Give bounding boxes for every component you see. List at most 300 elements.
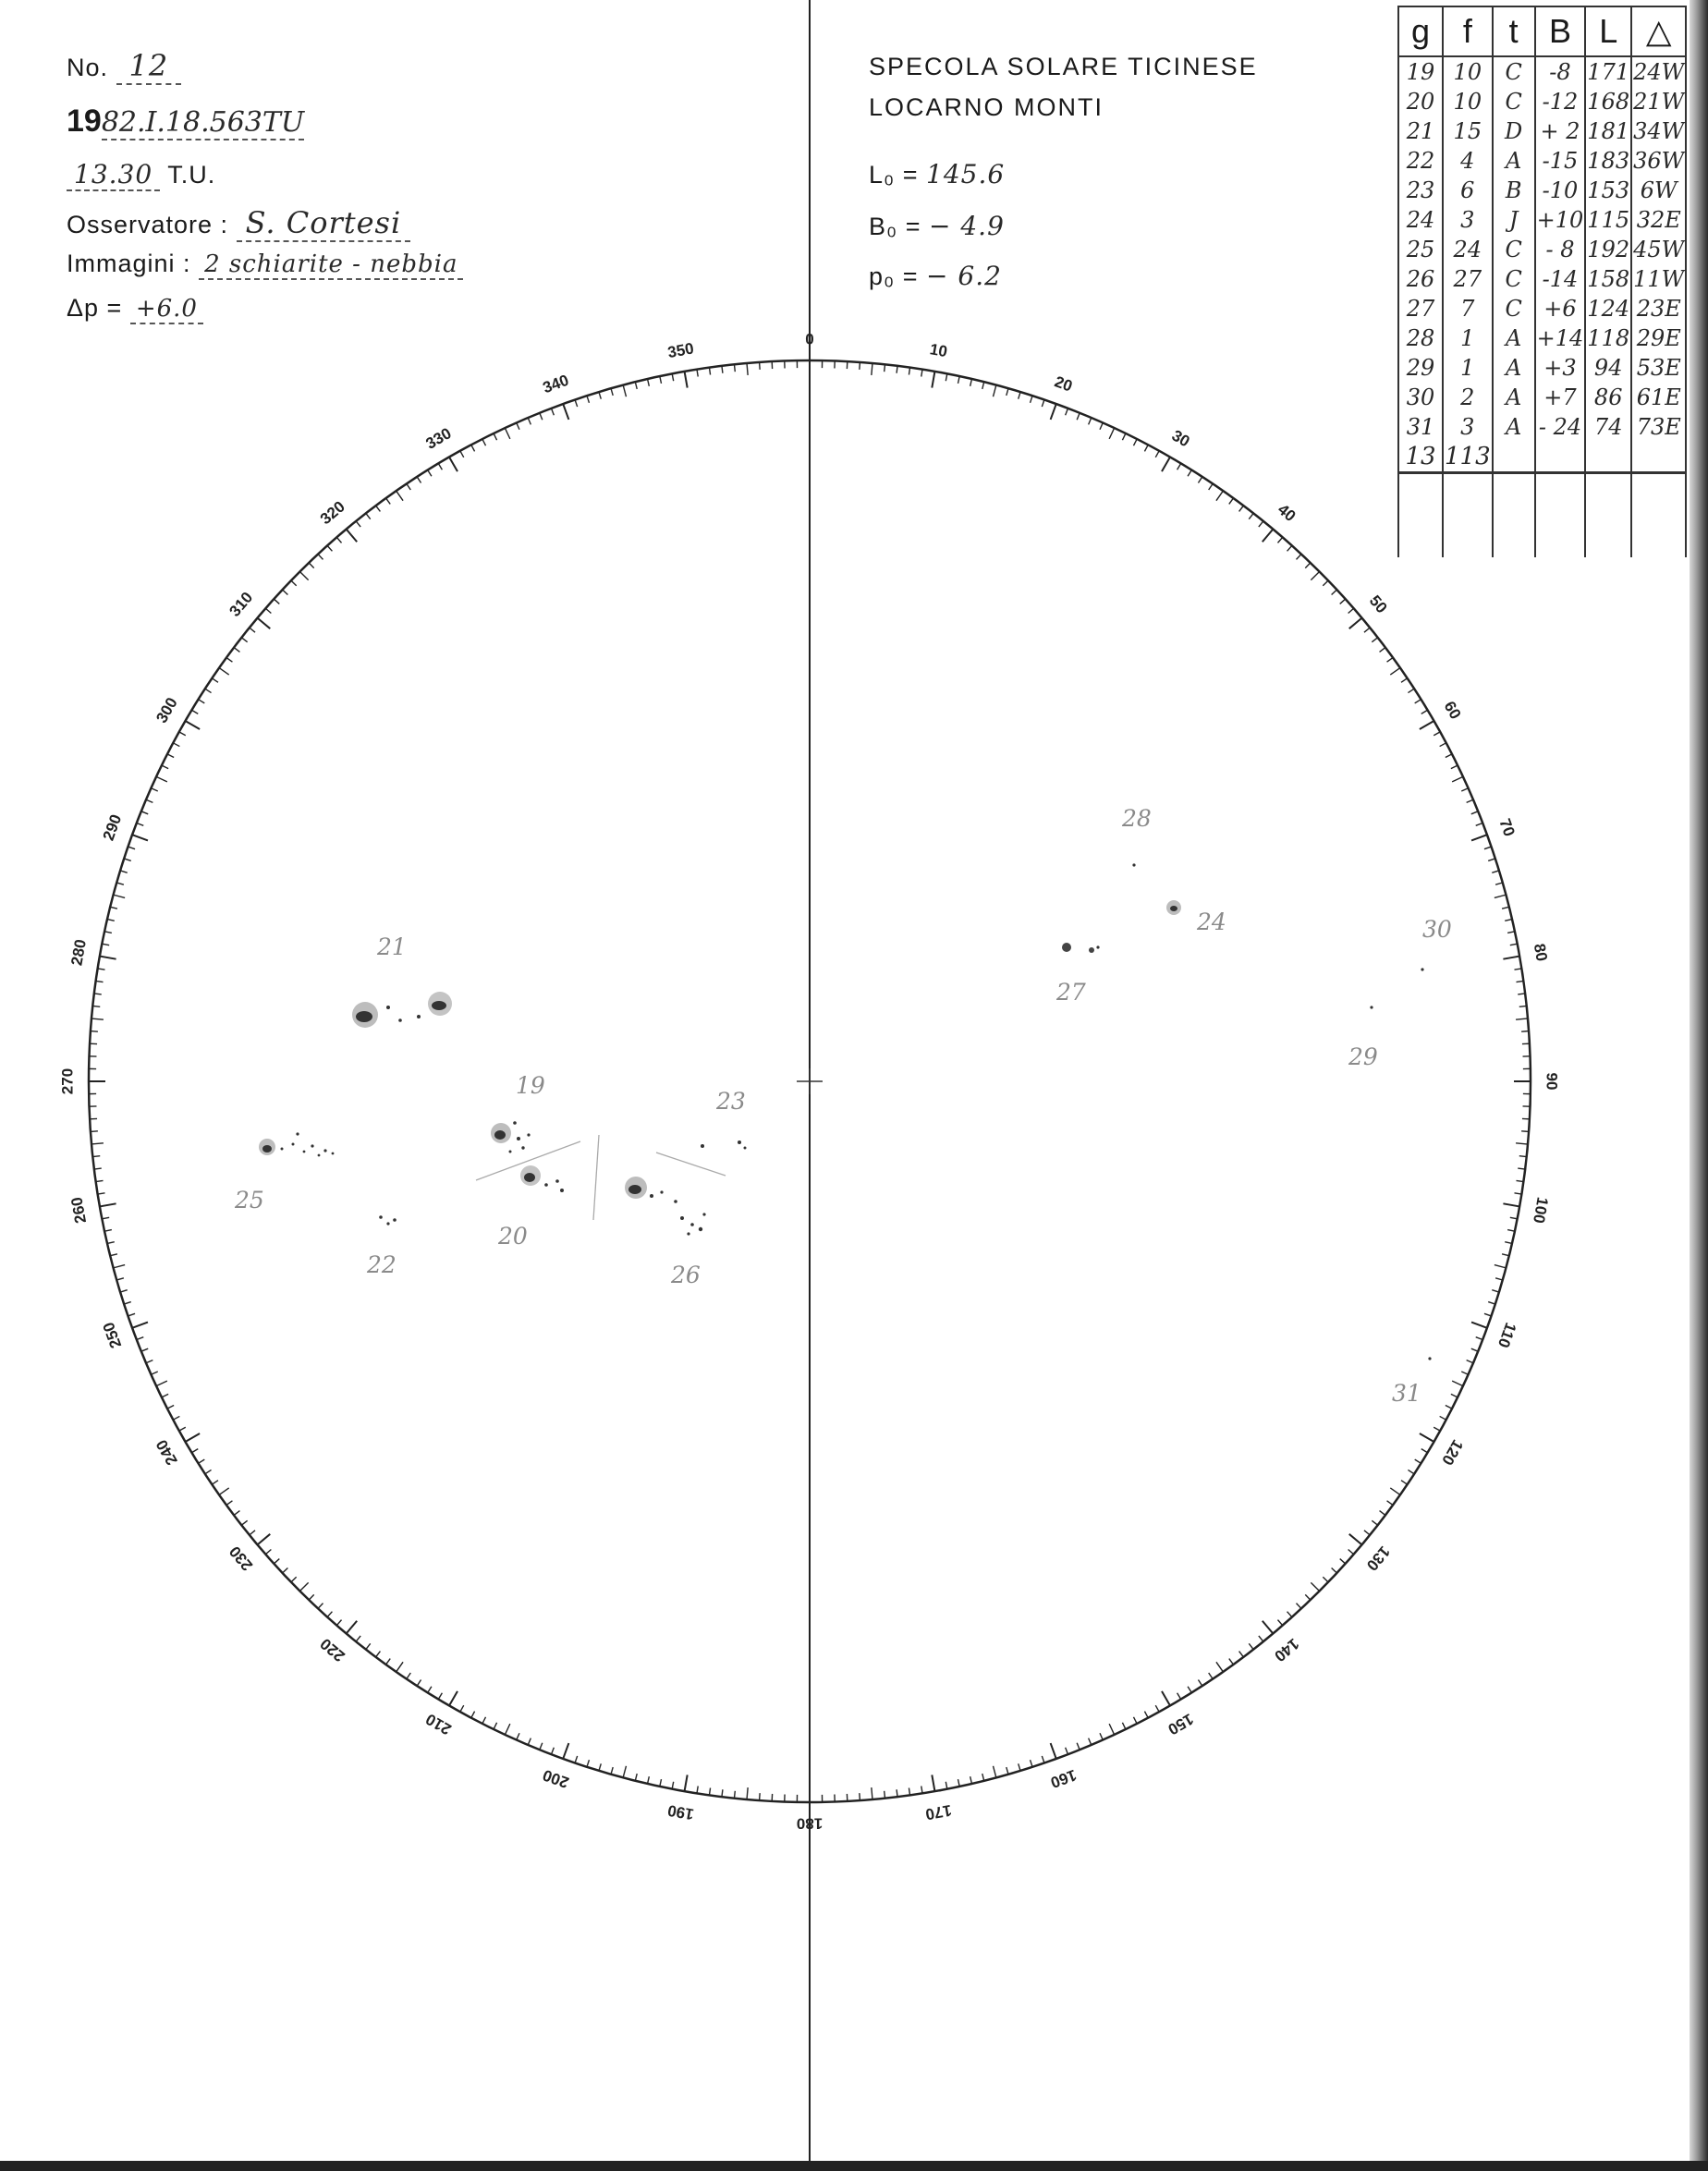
scale-tick	[635, 1774, 637, 1781]
table-cell: 31	[1398, 412, 1443, 442]
scale-tick	[299, 571, 308, 579]
table-cell: 30	[1398, 383, 1443, 412]
scale-tick	[104, 1230, 112, 1232]
scale-tick	[1494, 895, 1507, 897]
scale-tick	[1492, 871, 1499, 872]
scale-tick	[1263, 1621, 1274, 1634]
scale-tick	[760, 362, 761, 370]
scale-tick	[449, 1691, 458, 1706]
scale-tick	[376, 506, 381, 511]
scale-tick	[1287, 1612, 1292, 1617]
table-cell: 36W	[1633, 148, 1685, 174]
scale-tick	[709, 1787, 710, 1795]
group-divider	[656, 1153, 726, 1176]
scale-tick	[1323, 580, 1328, 586]
disk-center-cross	[797, 1068, 823, 1094]
scale-tick	[212, 1481, 218, 1484]
scale-tick	[438, 1693, 442, 1700]
table-cell: 23E	[1631, 294, 1686, 323]
scale-tick	[428, 1687, 432, 1693]
table-cell: 3	[1443, 205, 1493, 235]
group-label-21: 21	[377, 933, 407, 960]
table-cell: A	[1493, 383, 1535, 412]
time-suffix: T.U.	[167, 161, 216, 189]
scale-tick	[994, 385, 996, 397]
scale-tick	[946, 1782, 947, 1789]
scale-tick	[1471, 1348, 1478, 1351]
group-label-22: 22	[367, 1251, 396, 1278]
table-cell: 21W	[1633, 89, 1685, 115]
scale-tick	[98, 1193, 105, 1194]
scale-tick	[1488, 859, 1495, 860]
table-cell: 34W	[1633, 118, 1685, 144]
table-cell: C	[1493, 87, 1535, 116]
observatory-location: LOCARNO MONTI	[869, 93, 1104, 121]
scale-tick	[250, 1531, 255, 1535]
scale-tick	[179, 732, 186, 736]
table-cell: 171	[1585, 56, 1631, 87]
scale-tick	[1209, 1673, 1213, 1679]
scale-tick	[734, 1791, 735, 1799]
scale-tick	[672, 373, 674, 381]
scale-tick	[1031, 1760, 1032, 1767]
scale-tick	[1380, 1511, 1385, 1516]
scale-tick	[1452, 776, 1463, 781]
table-cell: -8	[1535, 56, 1586, 87]
table-cell: 183	[1587, 148, 1630, 174]
scale-tick	[241, 638, 247, 642]
l0-value: 145.6	[926, 159, 1006, 189]
scale-tick	[1263, 529, 1274, 542]
scale-tick	[1484, 847, 1492, 849]
scale-tick	[1216, 491, 1223, 501]
scale-tick	[1471, 811, 1478, 814]
b0-value: − 4.9	[929, 211, 1005, 241]
table-cell: 23	[1398, 176, 1443, 205]
scale-tick	[1390, 668, 1400, 675]
table-cell: 15	[1443, 116, 1493, 146]
scale-tick	[1349, 1534, 1362, 1545]
scale-tick	[1259, 1636, 1263, 1641]
scale-tick	[1144, 445, 1148, 451]
scale-tick	[1089, 1738, 1092, 1745]
scale-tick	[128, 847, 135, 849]
scale-label: 240	[152, 1436, 181, 1469]
scale-tick	[1415, 1459, 1421, 1463]
scale-tick	[1495, 883, 1503, 884]
scale-tick	[1348, 608, 1354, 613]
table-cell: C	[1493, 56, 1535, 87]
table-cell: 115	[1587, 207, 1630, 233]
scale-tick	[327, 545, 332, 551]
table-cell: +10	[1536, 207, 1584, 233]
sunspot-group-19	[491, 1121, 531, 1153]
scale-tick	[1177, 463, 1181, 470]
scale-tick	[505, 428, 509, 439]
scale-label: 130	[1362, 1543, 1394, 1575]
scale-tick	[167, 754, 174, 758]
scale-tick	[102, 944, 109, 945]
scale-tick	[1440, 1416, 1446, 1420]
table-cell: B	[1493, 176, 1535, 205]
sunspot-group-23	[701, 1140, 747, 1150]
scale-tick	[1229, 498, 1234, 504]
scale-tick	[1451, 765, 1458, 769]
scale-tick	[162, 1394, 168, 1397]
scale-tick	[1287, 545, 1292, 551]
table-cell: 24W	[1631, 56, 1686, 87]
scale-tick	[528, 418, 531, 424]
scale-tick	[1277, 1620, 1282, 1626]
scale-tick	[1461, 788, 1468, 791]
date-value: 82.I.18.563TU	[101, 106, 305, 139]
scale-tick	[347, 1621, 358, 1634]
header-f: f	[1443, 6, 1493, 56]
scale-tick	[697, 370, 698, 377]
scale-label: 270	[58, 1067, 77, 1095]
scale-tick	[116, 1278, 124, 1280]
scale-label: 170	[923, 1800, 954, 1823]
scale-tick	[356, 1636, 360, 1641]
scale-tick	[137, 823, 143, 825]
scale-label: 190	[665, 1800, 696, 1823]
scale-tick	[1372, 638, 1377, 642]
scale-tick	[1340, 599, 1346, 604]
scale-tick	[120, 871, 128, 872]
table-cell: 24	[1443, 235, 1493, 264]
scale-tick	[250, 628, 255, 632]
table-cell: A	[1493, 353, 1535, 383]
number-value: 12	[116, 48, 182, 85]
scale-label: 40	[1274, 500, 1299, 526]
table-cell: 1	[1443, 323, 1493, 353]
scale-tick	[1332, 1568, 1337, 1573]
scale-tick	[124, 859, 131, 860]
scale-tick	[623, 1766, 626, 1778]
scale-tick	[91, 1131, 98, 1132]
b0-label: B₀ =	[869, 213, 921, 240]
scale-tick	[1495, 1278, 1503, 1280]
scale-tick	[104, 932, 112, 933]
table-cell: 181	[1587, 118, 1630, 144]
table-cell: 94	[1585, 353, 1631, 383]
scale-tick	[205, 689, 212, 692]
sunspot-group-26	[625, 1177, 706, 1236]
group-label-28: 28	[1122, 805, 1152, 832]
scale-tick	[274, 599, 279, 604]
scale-tick	[517, 1733, 519, 1739]
scale-tick	[747, 1787, 748, 1799]
scale-label: 180	[796, 1814, 824, 1833]
scale-tick	[283, 1568, 288, 1573]
scale-tick	[1484, 1313, 1492, 1316]
scale-tick	[191, 710, 198, 714]
scale-tick	[540, 1743, 543, 1750]
scale-tick	[1066, 1748, 1068, 1754]
scale-tick	[982, 382, 984, 389]
table-cell: - 8	[1535, 235, 1586, 264]
group-label-20: 20	[498, 1223, 528, 1250]
scale-label: 330	[422, 424, 455, 453]
scale-label: 250	[99, 1320, 126, 1351]
time-value: 13.30	[67, 159, 160, 191]
scale-tick	[1297, 1604, 1301, 1609]
scale-tick	[283, 590, 288, 594]
scale-tick	[540, 413, 543, 420]
scale-tick	[376, 1652, 381, 1657]
scale-tick	[1239, 1652, 1244, 1657]
scale-tick	[116, 883, 124, 884]
table-cell: 2	[1443, 383, 1493, 412]
header-t: t	[1493, 6, 1535, 56]
group-label-31: 31	[1392, 1380, 1421, 1407]
scale-tick	[551, 409, 554, 415]
table-cell: 74	[1585, 412, 1631, 442]
scale-tick	[709, 368, 710, 375]
scale-label: 20	[1052, 372, 1075, 396]
scale-tick	[747, 363, 748, 375]
scale-tick	[1488, 1302, 1495, 1304]
scale-tick	[722, 1789, 723, 1797]
scale-tick	[162, 765, 168, 769]
scale-tick	[173, 1416, 179, 1420]
scale-tick	[1340, 1559, 1346, 1564]
scale-tick	[100, 957, 116, 959]
scale-tick	[1162, 457, 1170, 472]
table-cell: C	[1493, 264, 1535, 294]
scale-tick	[611, 388, 613, 396]
scale-tick	[179, 1427, 186, 1431]
scale-tick	[347, 529, 358, 542]
scale-tick	[1188, 1687, 1191, 1693]
scale-tick	[1177, 1693, 1181, 1700]
scale-tick	[186, 1433, 201, 1442]
scale-tick	[1420, 721, 1434, 729]
scale-label: 150	[1165, 1710, 1197, 1738]
scale-tick	[1401, 678, 1408, 682]
scale-tick	[1122, 1723, 1126, 1729]
scale-tick	[1401, 1481, 1408, 1484]
images-label: Immagini :	[67, 250, 191, 277]
p0-value: − 6.2	[926, 261, 1002, 291]
scale-tick	[1521, 1031, 1529, 1032]
scale-tick	[257, 618, 270, 629]
scale-tick	[494, 1723, 497, 1729]
table-cell: C	[1493, 235, 1535, 264]
scale-tick	[575, 1756, 578, 1763]
group-label-23: 23	[716, 1088, 746, 1115]
p0-label: p₀ =	[869, 262, 919, 290]
l0-label: L₀ =	[869, 161, 919, 189]
scale-tick	[1209, 483, 1213, 490]
scale-tick	[1277, 537, 1282, 543]
scale-tick	[107, 920, 115, 921]
scale-tick	[551, 1748, 554, 1754]
scale-tick	[1155, 1705, 1159, 1712]
header-g: g	[1398, 6, 1443, 56]
scale-tick	[1229, 1659, 1234, 1665]
scale-tick	[417, 477, 421, 483]
table-cell: 61E	[1631, 383, 1686, 412]
sunspot-group-28	[1132, 863, 1135, 866]
table-cell: 124	[1587, 296, 1630, 322]
scale-tick	[958, 1779, 960, 1787]
scale-tick	[1155, 451, 1159, 457]
scale-tick	[1518, 1168, 1525, 1169]
scale-tick	[1249, 1643, 1253, 1649]
scale-tick	[1122, 433, 1126, 440]
table-cell: 32E	[1631, 205, 1686, 235]
scale-tick	[760, 1793, 761, 1800]
table-cell: 118	[1587, 325, 1630, 351]
scale-tick	[265, 1549, 271, 1554]
sunspot-group-27	[1062, 943, 1100, 953]
table-cell: D	[1493, 116, 1535, 146]
scale-tick	[114, 895, 126, 897]
scale-tick	[219, 668, 229, 675]
scale-tick	[1507, 1230, 1515, 1232]
scale-tick	[1516, 1018, 1528, 1019]
scale-tick	[386, 1659, 391, 1665]
scale-tick	[94, 1168, 102, 1169]
scale-tick	[1311, 1582, 1319, 1591]
table-cell: 27	[1398, 294, 1443, 323]
table-cell: 10	[1443, 56, 1493, 87]
scale-tick	[234, 648, 239, 653]
table-cell: 86	[1585, 383, 1631, 412]
scale-tick	[92, 1018, 104, 1019]
delta-p-label: Δp =	[67, 294, 123, 322]
scale-tick	[234, 1511, 239, 1516]
table-cell: 3	[1443, 412, 1493, 442]
scale-tick	[1019, 1763, 1020, 1771]
table-total-cell: 13	[1398, 442, 1443, 473]
scale-tick	[1421, 710, 1428, 714]
scale-tick	[1476, 823, 1482, 825]
scale-tick	[932, 372, 934, 388]
sunspot-group-21	[352, 992, 452, 1028]
scale-label: 70	[1495, 816, 1519, 839]
scale-tick	[386, 498, 391, 504]
table-cell: 27	[1443, 264, 1493, 294]
scale-tick	[156, 776, 167, 781]
group-label-26: 26	[671, 1262, 701, 1288]
scale-tick	[1380, 648, 1385, 653]
scale-tick	[1019, 392, 1020, 399]
scale-label: 260	[67, 1195, 91, 1226]
header-delta: △	[1631, 6, 1686, 56]
scale-tick	[212, 678, 218, 682]
scale-label: 310	[226, 588, 257, 620]
group-label-27: 27	[1056, 979, 1086, 1006]
scale-tick	[257, 1534, 270, 1545]
scale-tick	[396, 1662, 403, 1672]
sunspot-group-22	[379, 1215, 396, 1225]
scale-tick	[98, 969, 105, 970]
table-cell: 20	[1398, 87, 1443, 116]
table-cell: 53E	[1631, 353, 1686, 383]
scale-tick	[299, 1582, 308, 1591]
sunspot-group-29	[1370, 1006, 1372, 1008]
table-cell: A	[1493, 323, 1535, 353]
scale-tick	[1259, 521, 1263, 527]
scale-tick	[1507, 932, 1515, 933]
scale-label: 290	[99, 811, 126, 843]
scale-tick	[921, 1786, 922, 1793]
scale-tick	[226, 658, 232, 663]
scale-tick	[110, 1254, 117, 1256]
scale-tick	[1077, 1743, 1080, 1750]
scale-tick	[1521, 1131, 1529, 1132]
scale-label: 100	[1529, 1195, 1552, 1226]
scale-tick	[1006, 388, 1008, 396]
scale-tick	[1387, 1501, 1393, 1506]
scale-label: 200	[540, 1765, 571, 1792]
table-cell: J	[1493, 205, 1535, 235]
scale-tick	[685, 372, 688, 388]
scale-label: 340	[540, 371, 571, 397]
scale-tick	[970, 1776, 972, 1784]
table-cell: +14	[1536, 325, 1584, 351]
scale-tick	[471, 1712, 475, 1718]
scale-tick	[151, 788, 157, 791]
images-value: 2 schiarite - nebbia	[199, 250, 463, 280]
scale-tick	[734, 364, 735, 372]
scale-tick	[407, 483, 410, 490]
scale-tick	[309, 1594, 314, 1600]
scale-tick	[563, 404, 568, 420]
scale-tick	[599, 392, 601, 399]
scale-tick	[1519, 1156, 1527, 1157]
table-cell: 4	[1443, 146, 1493, 176]
scale-tick	[1408, 1470, 1414, 1473]
scale-tick	[265, 608, 271, 613]
table-cell: A	[1493, 412, 1535, 442]
scale-tick	[1421, 1449, 1428, 1453]
scale-label: 80	[1530, 942, 1551, 963]
sunspot-group-25	[259, 1132, 334, 1156]
scale-tick	[505, 1724, 509, 1735]
scale-tick	[428, 470, 432, 477]
scale-tick	[107, 1242, 115, 1244]
delta-p-value: +6.0	[130, 295, 203, 324]
scale-tick	[1372, 1520, 1377, 1525]
group-label-25: 25	[235, 1187, 264, 1214]
scale-tick	[1162, 1691, 1170, 1706]
scale-tick	[1109, 428, 1114, 439]
scale-tick	[697, 1786, 698, 1793]
scale-tick	[1514, 969, 1521, 970]
scale-tick	[128, 1313, 135, 1316]
scale-tick	[1420, 1433, 1434, 1442]
scale-tick	[1446, 754, 1452, 758]
scale-tick	[1390, 1488, 1400, 1494]
table-cell: 158	[1587, 266, 1630, 292]
scale-tick	[958, 376, 960, 384]
scale-tick	[587, 396, 589, 403]
table-cell: +6	[1535, 294, 1586, 323]
table-cell: -15	[1535, 146, 1586, 176]
scale-tick	[482, 439, 486, 445]
scale-tick	[982, 1774, 984, 1781]
scale-tick	[120, 1290, 128, 1292]
scale-tick	[1305, 1594, 1311, 1600]
table-cell: 11W	[1633, 266, 1685, 292]
scale-tick	[1492, 1290, 1499, 1292]
table-cell: 192	[1587, 237, 1630, 262]
scale-tick	[102, 1217, 109, 1219]
scale-tick	[124, 1302, 131, 1304]
